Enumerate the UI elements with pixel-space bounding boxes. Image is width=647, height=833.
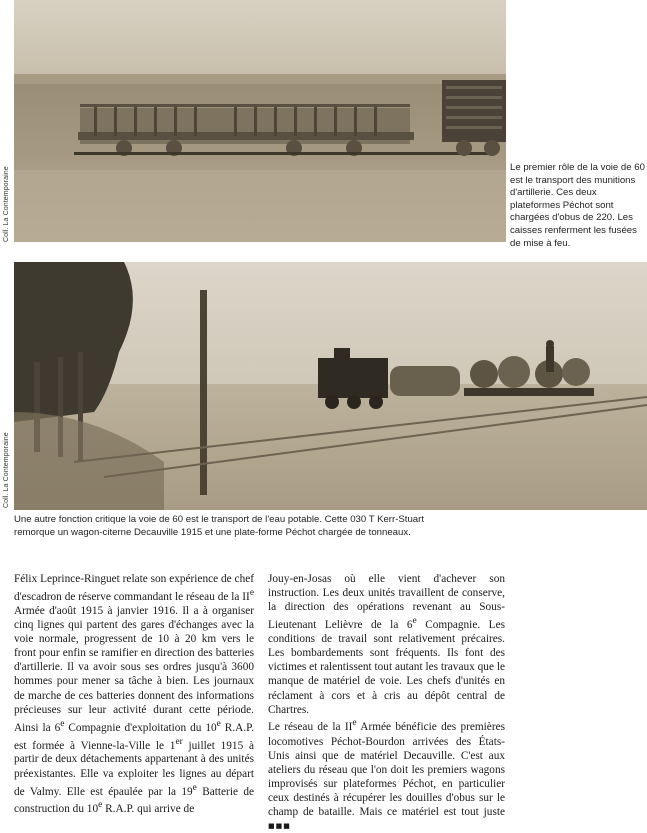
photo-caption: Le premier rôle de la voie de 60 est le transport des munitions d'artillerie. Ces deux plateformes Péchot sont chargées d'obus de 220. Les caisses renferment les fusées de mise à feu. <box>510 162 645 249</box>
photo-caption: Une autre fonction critique la voie de 60 est le transport de l'eau potable. Cette 030 T Kerr-Stuart remorque un wagon-citerne Decauville 1915 et une plate-forme Péchot chargée de tonneaux. <box>14 514 424 538</box>
photo-munitions-image <box>14 0 506 242</box>
photo-munitions-wagons <box>14 0 506 242</box>
article-column-2 <box>268 572 505 833</box>
article-paragraph: Jouy-en-Josas où elle vient d'achever son instruction. Les deux unités travaillent de conserve, la direction des opérations revenant au Sous-Lieutenant Lelièvre de la 6e Compagnie. Les conditions de travail sont relativement précaires. Les bombardements sont fréquents. Ils font des victimes et ralentissent tout autant les travaux que le manque de matériel de voie. Les chefs d'unités en réclament à cors et à cris au dépôt central de Chartres. <box>268 573 505 716</box>
end-of-article-mark: ■■■ <box>268 822 291 831</box>
photo-water-train-image <box>14 262 647 510</box>
article-paragraph: Le réseau de la IIe Armée bénéficie des premières locomotives Péchot-Bourdon arrivées des États-Unis ainsi que de matériel Decauville. C'est aux ateliers du réseau que l'on doit les premiers wagons improvisés sur plateformes Péchot, en particulier ceux destinés à récupérer les douilles d'obus sur le champ de bataille. Mais ce matériel est tout juste ■■■ <box>268 718 505 831</box>
photo-credit: Coll. La Contemporaine <box>3 166 10 242</box>
photo-water-train <box>14 262 647 510</box>
photo-credit: Coll. La Contemporaine <box>3 432 10 508</box>
article-paragraph: Félix Leprince-Ringuet relate son expérience de chef d'escadron de réserve commandant le réseau de la IIe Armée d'août 1915 à janvier 1916. Il a à organiser cinq lignes qui partent des gares d'échanges avec la voie normale, progressent de 10 à 20 km vers le front pour enfin se ramifier en direction des batteries d'artillerie. Il va avoir sous ses ordres jusqu'à 3600 hommes pour mener sa tâche à bien. Les journaux de marche de ces batteries donnent des informations précieuses sur leur activité durant cette période. Ainsi la 6e Compagnie d'exploitation du 10e R.A.P. est formée à Vienne-la-Ville le 1er juillet 1915 à partir de deux détachements appartenant à des unités préexistantes. Elle va exploiter les lignes au départ de Valmy. Elle est épaulée par la 19e Batterie de construction du 10e R.A.P. qui arrive de <box>14 573 254 816</box>
article-column-1 <box>14 572 254 816</box>
